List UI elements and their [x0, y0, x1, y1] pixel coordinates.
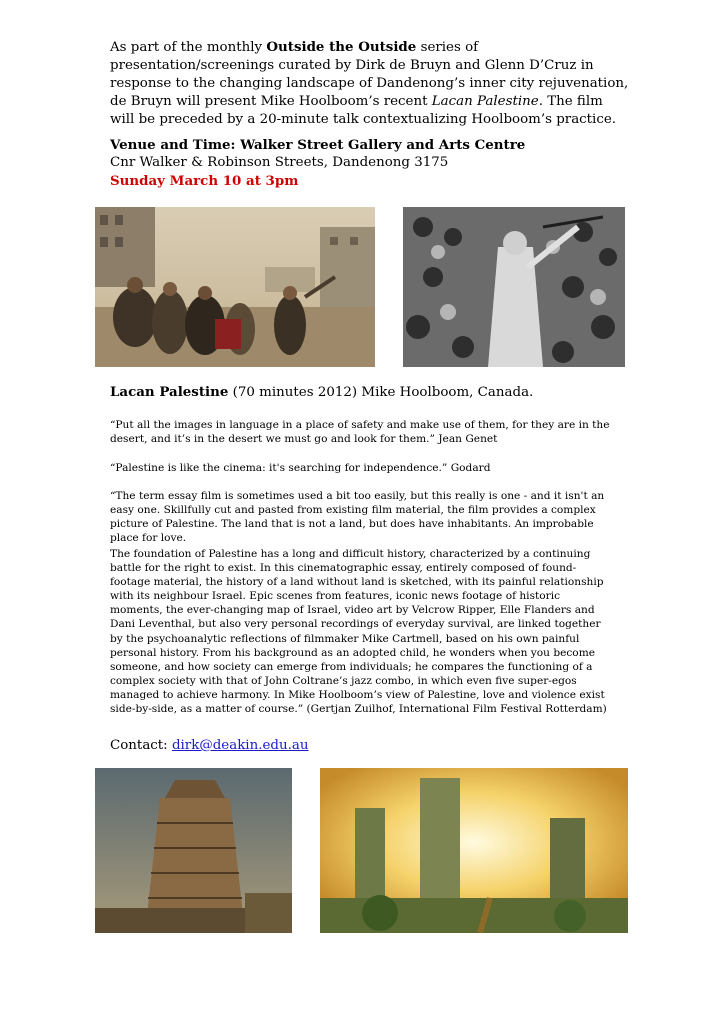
contact-label: Contact:	[110, 738, 172, 753]
intro-film-title: Lacan Palestine	[431, 94, 539, 109]
film-title-line	[110, 384, 533, 400]
venue-block	[110, 136, 670, 190]
contact-line	[110, 738, 308, 753]
film-title: Lacan Palestine	[110, 384, 229, 400]
film-details: (70 minutes 2012) Mike Hoolboom, Canada.	[228, 385, 534, 400]
intro-text-3: . The film will be preceded by a 20-minute talk contextualizing Hoolboom’s practice.	[110, 94, 617, 127]
quote-genet: “Put all the images in language in a place of safety and make use of them, for they are in the desert, and it’s in the desert we must go and look for them.” Jean Genet	[110, 419, 610, 446]
venue-heading: Venue and Time: Walker Street Gallery and Arts Centre	[110, 137, 526, 153]
review-intro: “The term essay film is sometimes used a bit too easily, but this really is one - and it isn't an easy one. Skillfully cut and pasted from existing film material, the film provides a complex picture of Palestine. The land that is not a land, but does have inhabitants. An improbable place for love.	[110, 490, 605, 545]
intro-text-2: series of presentation/screenings curated by Dirk de Bruyn and Glenn D’Cruz in response to the changing landscape of Dandenong’s inner city rejuvenation, de Bruyn will present Mike Hoolboom’s recent	[110, 40, 629, 109]
contact-email-link[interactable]: dirk@deakin.edu.au	[171, 738, 309, 753]
intro-paragraph	[110, 38, 630, 129]
street-crowd-photo	[95, 207, 375, 367]
intro-text-1: As part of the monthly	[110, 40, 267, 55]
tower-of-babel-image	[95, 768, 292, 933]
review-body: The foundation of Palestine has a long and difficult history, characterized by a continuing battle for the right to exist. In this cinematographic essay, entirely composed of found-footage material, the history of a land without land is sketched, with its painful relationship with its neighbour Israel. Epic scenes from features, iconic news footage of historic moments, the ever-changing map of Israel, video art by Velcrow Ripper, Elle Flanders and Dani Leventhal, but also very personal recordings of everyday survival, are linked together by the psychoanalytic reflections of filmmaker Mike Cartmell, based on his own painful personal history. From his background as an adopted child, he wonders when you become someone, and how society can emerge from individuals; he compares the functioning of a complex society with that of John Coltrane’s jazz combo, in which even five super-egos managed to achieve harmony. In Mike Hoolboom’s view of Palestine, love and violence exist side-by-side, as a matter of course.” (Gertjan Zuilhof, International Film Festival Rotterdam)	[110, 548, 607, 716]
series-name: Outside the Outside	[266, 39, 417, 55]
event-date: Sunday March 10 at 3pm	[110, 173, 299, 189]
crowd-bw-photo	[403, 207, 625, 367]
ruins-fire-image	[320, 768, 628, 933]
venue-address: Cnr Walker & Robinson Streets, Dandenong 3175	[110, 155, 449, 170]
quote-godard: “Palestine is like the cinema: it's searching for independence.” Godard	[110, 462, 491, 474]
